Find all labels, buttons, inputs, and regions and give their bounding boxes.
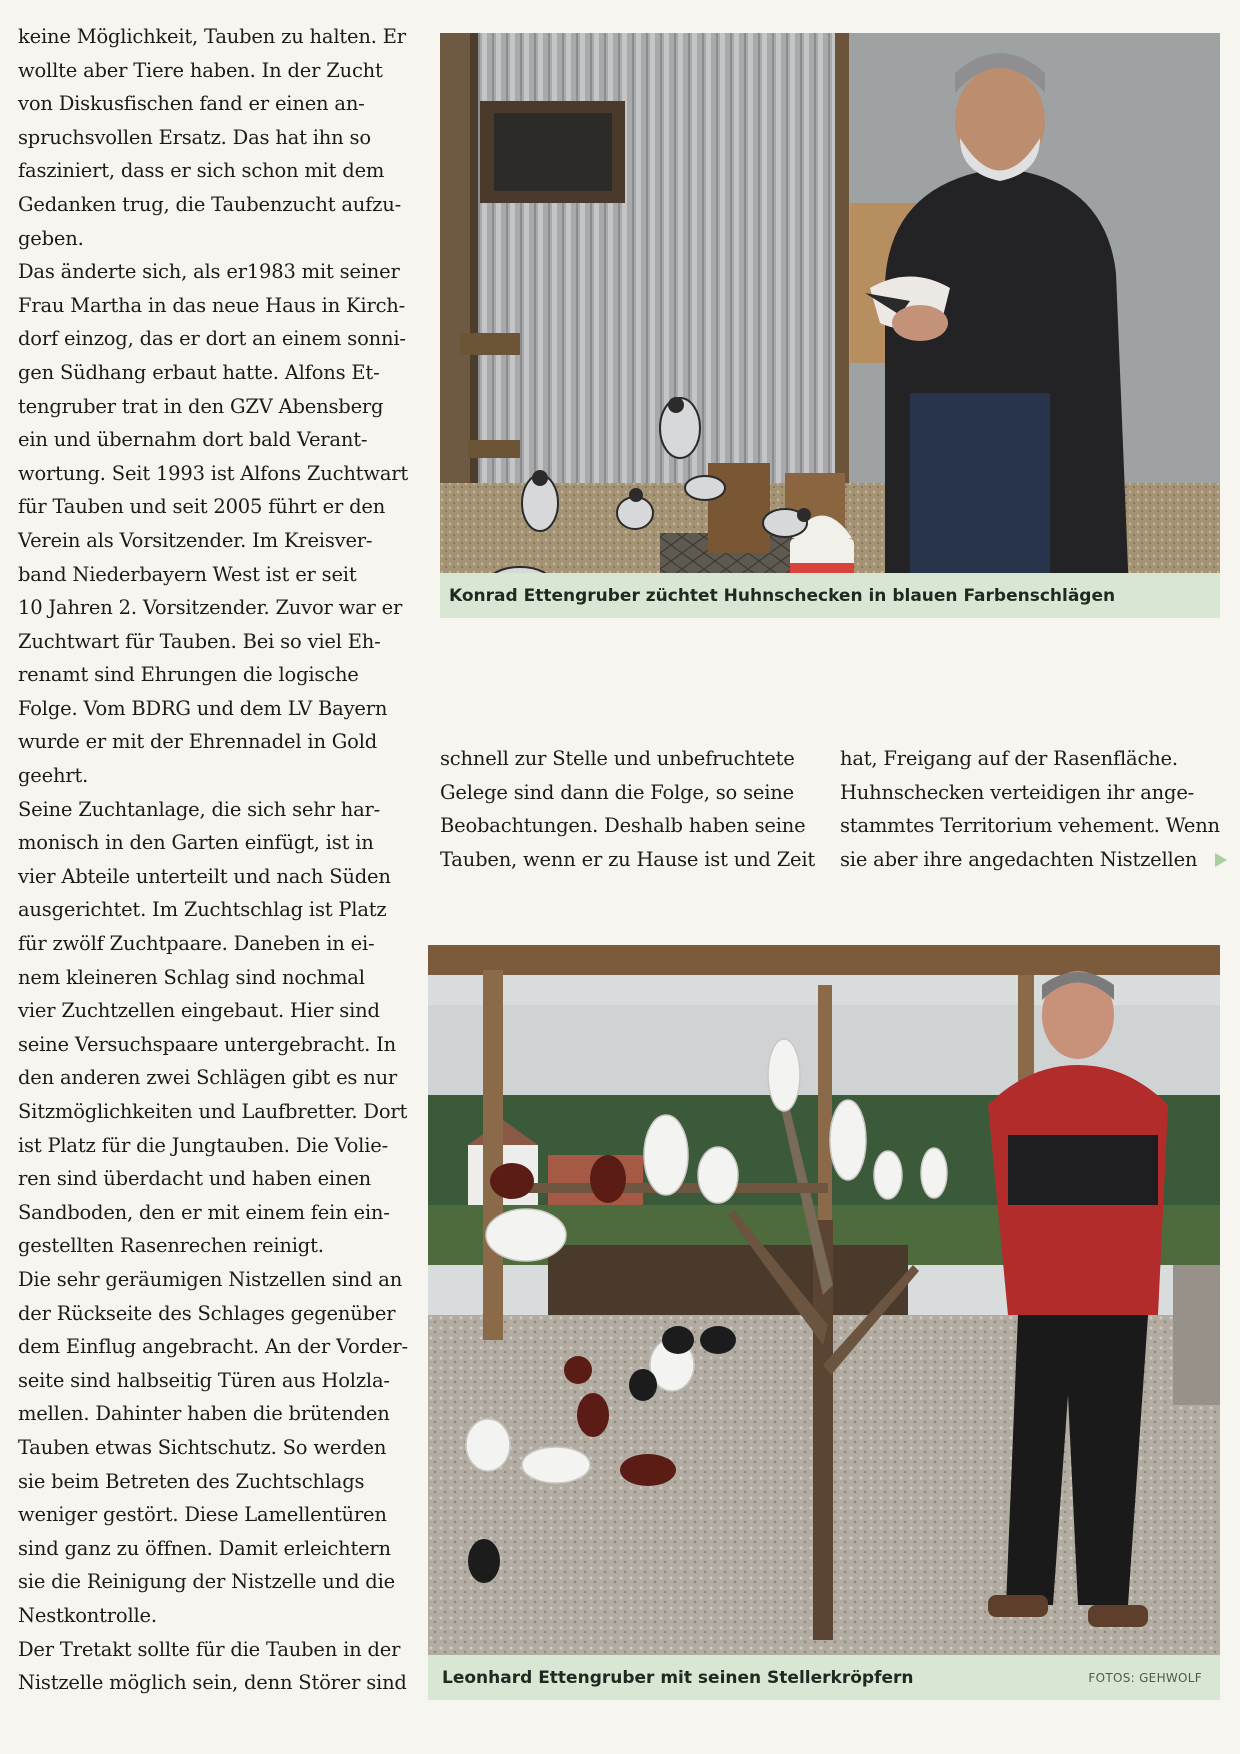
text-line: Gedanken trug, die Taubenzucht aufzu- [18, 192, 401, 216]
caption-text: Konrad Ettengruber züchtet Huhnschecken in blauen Farbenschlägen [449, 585, 1116, 606]
photo-credit: FOTOS: GEHWOLF [1088, 1670, 1202, 1685]
text-line: dem Einflug angebracht. An der Vorder- [18, 1335, 408, 1359]
text-line: ist Platz für die Jungtauben. Die Volie- [18, 1133, 388, 1157]
text-line: seite sind halbseitig Türen aus Holzla- [18, 1368, 390, 1392]
text-line: vier Zuchtzellen eingebaut. Hier sind [18, 999, 380, 1023]
text-line: hat, Freigang auf der Rasenfläche. [840, 747, 1178, 770]
text-line: monisch in den Garten einfügt, ist in [18, 831, 374, 855]
text-line: keine Möglichkeit, Tauben zu halten. Er [18, 25, 406, 48]
text-line: Das änderte sich, als er1983 mit seiner [18, 260, 400, 284]
text-line: den anderen zwei Schlägen gibt es nur [18, 1066, 398, 1090]
text-line [840, 843, 1230, 877]
text-line: Huhnschecken verteidigen ihr ange- [840, 780, 1195, 804]
text-line: für zwölf Zuchtpaare. Daneben in ei- [18, 932, 375, 956]
text-line: gen Südhang erbaut hatte. Alfons Et- [18, 360, 380, 384]
aviary-illustration [428, 945, 1220, 1700]
text-line: geben. [18, 226, 84, 250]
text-line: Sitzmöglichkeiten und Laufbretter. Dort [18, 1100, 408, 1123]
text-line: seine Versuchspaare untergebracht. In [18, 1032, 396, 1056]
text-line: vier Abteile unterteilt und nach Süden [18, 864, 391, 888]
text-line: ren sind überdacht und haben einen [18, 1167, 372, 1191]
text-line: 10 Jahren 2. Vorsitzender. Zuvor war er [18, 596, 403, 620]
coop-illustration [440, 33, 1220, 618]
text-line-content: sie aber ihre angedachten Nistzellen [840, 847, 1198, 871]
text-line: geehrt. [18, 764, 89, 788]
text-line: Gelege sind dann die Folge, so seine [440, 780, 794, 804]
text-line: Folge. Vom BDRG und dem LV Bayern [18, 696, 388, 720]
text-line: Seine Zuchtanlage, die sich sehr har- [18, 797, 381, 821]
article-middle-column [440, 742, 816, 876]
photo-caption-top [440, 573, 1220, 618]
text-line: Sandboden, den er mit einem fein ein- [18, 1200, 390, 1224]
text-line: ausgerichtet. Im Zuchtschlag ist Platz [18, 898, 387, 922]
text-line: schnell zur Stelle und unbefruchtete [440, 747, 795, 770]
text-line: der Rückseite des Schlages gegenüber [18, 1301, 396, 1325]
caption-text: Leonhard Ettengruber mit seinen Stellerkröpfern [442, 1667, 914, 1688]
text-line: Nestkontrolle. [18, 1603, 157, 1627]
text-line: dorf einzog, das er dort an einem sonni- [18, 327, 406, 351]
text-line: Zuchtwart für Tauben. Bei so viel Eh- [18, 629, 381, 653]
text-line: Die sehr geräumigen Nistzellen sind an [18, 1267, 403, 1291]
text-line: spruchsvollen Ersatz. Das hat ihn so [18, 125, 371, 149]
text-line: wurde er mit der Ehrennadel in Gold [18, 730, 378, 754]
text-line: Frau Martha in das neue Haus in Kirch- [18, 293, 406, 317]
text-line: Der Tretakt sollte für die Tauben in der [18, 1637, 401, 1661]
text-line: Beobachtungen. Deshalb haben seine [440, 814, 806, 838]
text-line: sind ganz zu öffnen. Damit erleichtern [18, 1536, 391, 1560]
text-line: fasziniert, dass er sich schon mit dem [18, 159, 385, 183]
text-line: sie beim Betreten des Zuchtschlags [18, 1469, 365, 1493]
text-line: band Niederbayern West ist er seit [18, 562, 357, 586]
text-line: nem kleineren Schlag sind nochmal [18, 965, 365, 989]
text-line: gestellten Rasenrechen reinigt. [18, 1234, 324, 1258]
photo-caption-bottom [428, 1655, 1220, 1700]
text-line: Tauben etwas Sichtschutz. So werden [18, 1435, 387, 1459]
text-line: tengruber trat in den GZV Abensberg [18, 394, 384, 418]
text-line: stammtes Territorium vehement. Wenn [840, 814, 1220, 838]
text-line: wortung. Seit 1993 ist Alfons Zuchtwart [18, 461, 408, 485]
text-line: Tauben, wenn er zu Hause ist und Zeit [440, 847, 816, 871]
triangle-right-icon [1215, 853, 1227, 867]
article-right-column [840, 742, 1230, 876]
text-line: sie die Reinigung der Nistzelle und die [18, 1570, 395, 1594]
text-line: Nistzelle möglich sein, denn Störer sind [18, 1671, 407, 1695]
text-line: weniger gestört. Diese Lamellentüren [18, 1503, 387, 1527]
article-left-column [18, 20, 413, 1700]
photo-leonhard-aviary [428, 945, 1220, 1700]
text-line: renamt sind Ehrungen die logische [18, 663, 359, 687]
text-line: wollte aber Tiere haben. In der Zucht [18, 58, 383, 82]
text-line: mellen. Dahinter haben die brütenden [18, 1402, 390, 1426]
text-line: für Tauben und seit 2005 führt er den [18, 495, 386, 519]
text-line: Verein als Vorsitzender. Im Kreisver- [18, 528, 373, 552]
photo-konrad-coop [440, 33, 1220, 618]
text-line: ein und übernahm dort bald Verant- [18, 428, 368, 452]
text-line: von Diskusfischen fand er einen an- [18, 92, 365, 116]
